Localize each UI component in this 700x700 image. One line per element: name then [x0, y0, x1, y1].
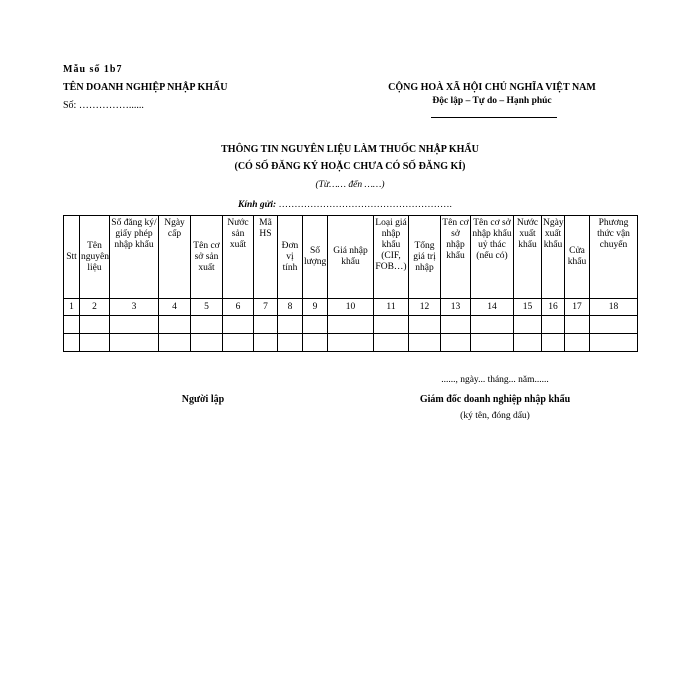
table-cell[interactable] [223, 334, 254, 352]
table-cell[interactable] [80, 316, 110, 334]
table-cell[interactable] [64, 316, 80, 334]
table-cell[interactable] [409, 316, 441, 334]
table-cell[interactable] [278, 334, 303, 352]
table-cell[interactable] [328, 316, 374, 334]
table-cell[interactable] [514, 334, 542, 352]
column-number-cell: 3 [110, 299, 159, 316]
header-cell: Giá nhập khẩu [328, 216, 374, 299]
table-cell[interactable] [254, 334, 278, 352]
table-cell[interactable] [223, 316, 254, 334]
header-cell: Tổng giá trị nhập [409, 216, 441, 299]
table-cell[interactable] [278, 316, 303, 334]
column-number-row [64, 299, 638, 316]
header-cell: Tên cơ sở nhập khẩu [441, 216, 471, 299]
table-cell[interactable] [471, 316, 514, 334]
table-row [64, 334, 638, 352]
national-title: CỘNG HOÀ XÃ HỘI CHỦ NGHĨA VIỆT NAM [388, 82, 596, 93]
header-cell: Loại giá nhập khẩu (CIF, FOB…) [374, 216, 409, 299]
column-number-cell: 14 [471, 299, 514, 316]
table-cell[interactable] [159, 334, 191, 352]
table-cell[interactable] [254, 316, 278, 334]
header-cell: Tên cơ sở sản xuất [191, 216, 223, 299]
column-number-cell: 18 [590, 299, 638, 316]
table-cell[interactable] [374, 334, 409, 352]
company-name: TÊN DOANH NGHIỆP NHẬP KHẨU [63, 82, 228, 93]
column-number-cell: 7 [254, 299, 278, 316]
header-cell: Đơn vị tính [278, 216, 303, 299]
table-cell[interactable] [542, 316, 565, 334]
header-cell: Ngày xuất khẩu [542, 216, 565, 299]
table-cell[interactable] [191, 316, 223, 334]
column-number-cell: 4 [159, 299, 191, 316]
table-cell[interactable] [409, 334, 441, 352]
form-title: THÔNG TIN NGUYÊN LIỆU LÀM THUỐC NHẬP KHẨU [221, 144, 479, 155]
table-cell[interactable] [374, 316, 409, 334]
addressee-line [238, 200, 452, 210]
table-cell[interactable] [514, 316, 542, 334]
table-cell[interactable] [565, 334, 590, 352]
form-number: Mẫu số 1b7 [63, 64, 123, 75]
signature-note: (ký tên, đóng dấu) [460, 411, 530, 421]
table-cell[interactable] [80, 334, 110, 352]
header-cell: Cửa khẩu [565, 216, 590, 299]
column-number-cell: 17 [565, 299, 590, 316]
column-number-cell: 15 [514, 299, 542, 316]
date-line: ......, ngày... tháng... năm...... [441, 375, 549, 385]
document-number-line: Số: ……………...... [63, 100, 144, 111]
table-cell[interactable] [159, 316, 191, 334]
addressee-label: Kính gửi: [238, 200, 277, 210]
column-number-cell: 12 [409, 299, 441, 316]
table-cell[interactable] [328, 334, 374, 352]
reporting-period: (Từ…… đến ……) [315, 180, 385, 190]
column-number-cell: 13 [441, 299, 471, 316]
table-cell[interactable] [471, 334, 514, 352]
table-cell[interactable] [590, 334, 638, 352]
table-cell[interactable] [64, 334, 80, 352]
column-number-cell: 10 [328, 299, 374, 316]
header-cell: Tên nguyên liệu [80, 216, 110, 299]
header-cell: Ngày cấp [159, 216, 191, 299]
form-subtitle: (CÓ SỐ ĐĂNG KÝ HOẶC CHƯA CÓ SỐ ĐĂNG KÍ) [234, 161, 466, 172]
header-cell: Stt [64, 216, 80, 299]
column-number-cell: 9 [303, 299, 328, 316]
column-number-cell: 16 [542, 299, 565, 316]
table-header-row [64, 216, 638, 299]
header-cell: Số lượng [303, 216, 328, 299]
header-cell: Nước sản xuất [223, 216, 254, 299]
table-cell[interactable] [542, 334, 565, 352]
column-number-cell: 8 [278, 299, 303, 316]
table-cell[interactable] [303, 316, 328, 334]
header-cell: Số đăng ký/ giấy phép nhập khẩu [110, 216, 159, 299]
table-row [64, 316, 638, 334]
director-signature-label: Giám đốc doanh nghiệp nhập khẩu [419, 394, 571, 405]
column-number-cell: 2 [80, 299, 110, 316]
addressee-blank: ………………………………………………. [276, 200, 452, 210]
column-number-cell: 5 [191, 299, 223, 316]
table-cell[interactable] [110, 334, 159, 352]
table-cell[interactable] [441, 334, 471, 352]
table-cell[interactable] [565, 316, 590, 334]
table-cell[interactable] [110, 316, 159, 334]
column-number-cell: 11 [374, 299, 409, 316]
header-cell: Nước xuất khẩu [514, 216, 542, 299]
national-motto: Độc lập – Tự do – Hạnh phúc [432, 96, 552, 106]
column-number-cell: 6 [223, 299, 254, 316]
header-cell: Tên cơ sở nhập khẩu uỷ thác (nếu có) [471, 216, 514, 299]
table-cell[interactable] [590, 316, 638, 334]
import-materials-table [63, 215, 638, 352]
table-cell[interactable] [191, 334, 223, 352]
motto-underline [431, 117, 557, 118]
header-cell: Mã HS [254, 216, 278, 299]
header-cell: Phương thức vận chuyển [590, 216, 638, 299]
preparer-signature-label: Người lập [181, 394, 225, 405]
column-number-cell: 1 [64, 299, 80, 316]
table-cell[interactable] [441, 316, 471, 334]
table-cell[interactable] [303, 334, 328, 352]
